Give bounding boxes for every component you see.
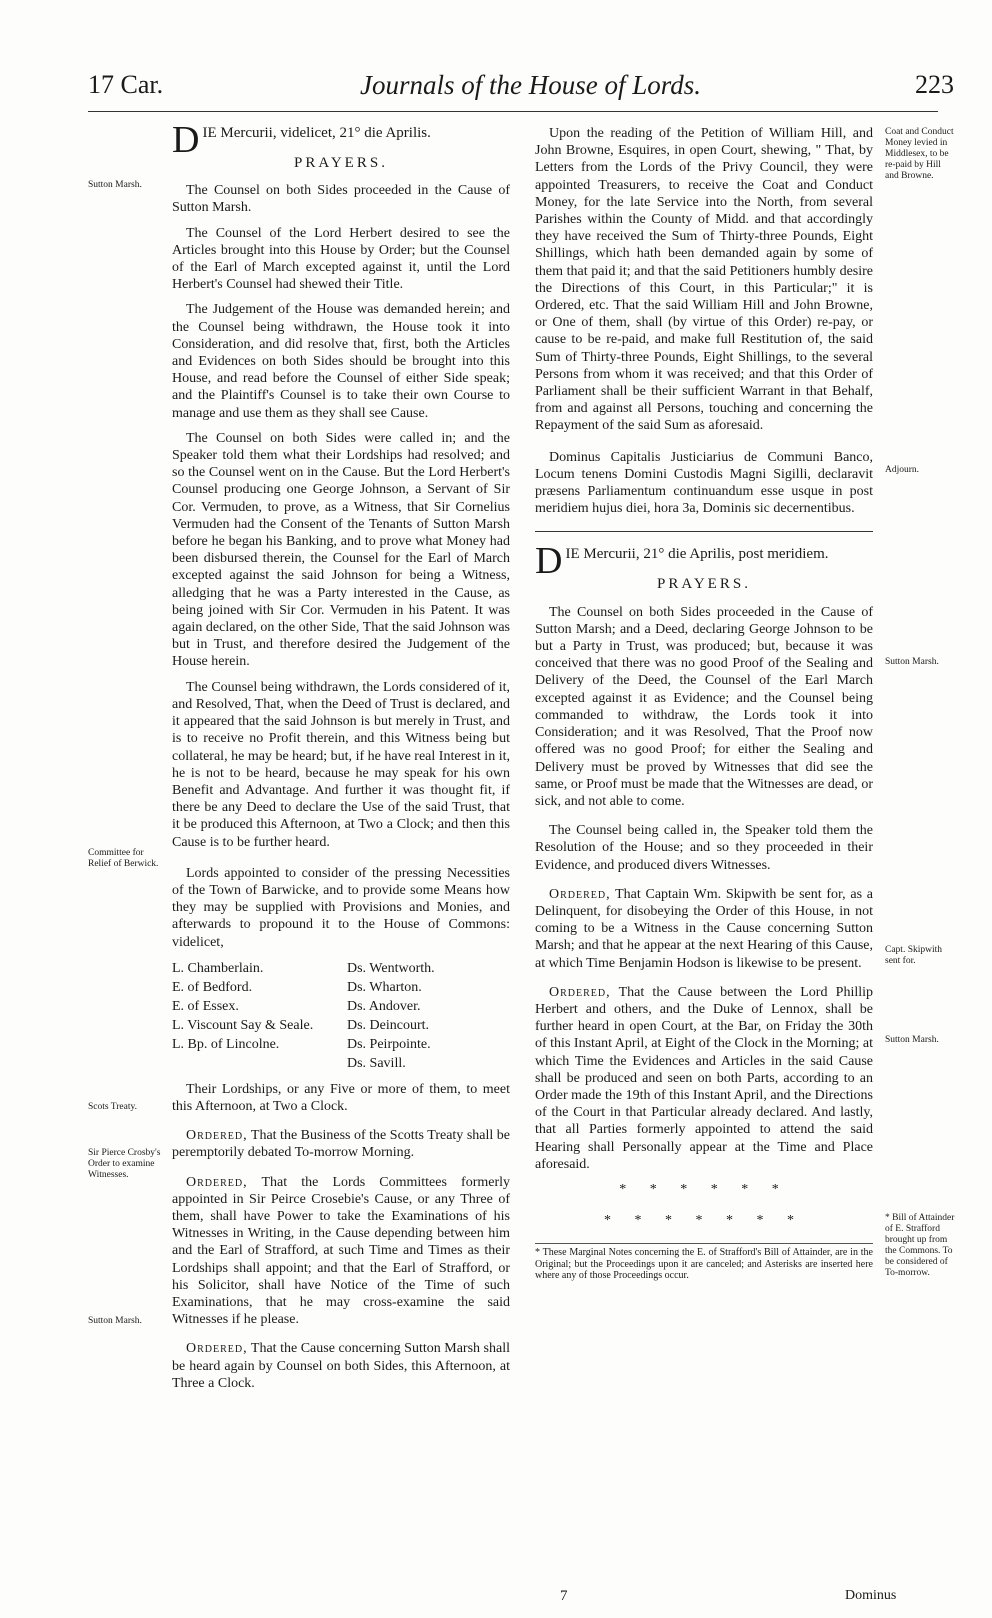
order-text: That the Lords Committees formerly appointed in Sir Peirce Crosebie's Cause, or any Three of them, shall have Power to take the Examinations of his Witnesses in Writing, in the Cause depending between him and the Earl of Strafford, at such Time and Times as their Lordships shall appoint; and that the Earl of Strafford, or his Solicitor, shall have Notice of the Time of such Examinations, that he may cross-examine the said Witnesses if he please. bbox=[172, 1174, 511, 1328]
paragraph: The Judgement of the House was demanded herein; and the Counsel being withdrawn, the House took it into Consideration, and did resolve that, first, both the Articles and Evidences on both Sides should be brought into this House, and read before the Counsel of either Side speak; and the Plaintiff's Counsel is to take their own Course to manage and use them as they shall see Cause. bbox=[172, 302, 510, 421]
lord-entry: L. Bp. of Lincolne. bbox=[172, 1036, 280, 1052]
order-text: That the Business of the Scotts Treaty shall be peremptorily debated To-morrow Morning. bbox=[172, 1128, 510, 1161]
margin-note-crosby: Sir Pierce Crosby's Order to examine Witnesses. bbox=[88, 1148, 161, 1180]
paragraph: Upon the reading of the Petition of William Hill, and John Browne, Esquires, in open Court, shewing, " That, by Letters from the Lords of the Privy Council, they were appointed Treasurers, to receive the Coat and Conduct Money, for the late Service into the North, from several Parishes within the County of Midd. and that accordingly they have received the Sum of Thirty-three Pounds, Eight Shillings, which hath been demanded again by some of them that paid it; and that the said Petitioners humbly desire the Directions of this Court, in this Particular;" it is Ordered, etc. That the said William Hill and John Browne, or One of them, shall (by virtue of this Order) re-pay, or cause to be re-paid, and make full Restitution of, the said Sum of Thirty-three Pounds, Eight Shillings, to the several Persons from whom it was received; and that this Order of Parliament shall be their sufficient Warrant in that Behalf, from and against all Persons, touching and concerning the Repayment of the said Sum as aforesaid. bbox=[535, 126, 873, 434]
margin-note-sutton-marsh-r2: Sutton Marsh. bbox=[885, 1035, 939, 1045]
section-rule bbox=[535, 531, 873, 532]
paragraph: Dominus Capitalis Justiciarius de Communi Banco, Locum tenens Domini Custodis Magni Sigilli, declaravit præsens Parliamentum continuandum esse usque in post meridiem hujus diei, hora 3a, Dominis sic decernentibus. bbox=[535, 449, 873, 517]
lord-entry: Ds. Wharton. bbox=[347, 979, 422, 995]
lord-entry: L. Viscount Say & Seale. bbox=[172, 1017, 314, 1033]
paragraph: The Counsel on both Sides were called in; and the Speaker told them what their Lordships had resolved; and so the Counsel went on in the Cause. But the Lord Herbert's Counsel producing one George Johnson, a Servant of Sir Cor. Vermuden, to prove, as a Witness, that Sir Cornelius Vermuden had the Consent of the Tenants of Sutton Marsh before he began his Banking, and to prove what Money had been disbursed therein, the Counsel for the Earl of March excepted against the said Johnson for being a Witness, alledging that he was a Party interested in the Cause, as being joined with Sir Cor. Vermuden in his Patent. It was again declared, on the other Side, That the said Johnson was but in Trust, and therefore desired the Judgement of the House herein. bbox=[172, 430, 510, 670]
order-paragraph bbox=[172, 1340, 510, 1392]
signature-mark: 7 bbox=[560, 1588, 568, 1604]
lord-entry: E. of Bedford. bbox=[172, 979, 253, 995]
page-header bbox=[0, 70, 992, 110]
lord-entry: Ds. Peirpointe. bbox=[347, 1036, 431, 1052]
lord-entry: Ds. Wentworth. bbox=[347, 960, 435, 976]
date-heading bbox=[172, 119, 510, 161]
paragraph: The Counsel being withdrawn, the Lords considered of it, and Resolved, That, when the Deed of Trust is declared, and it appeared that the said Johnson is but merely in Trust, and is to receive no Profit therein, and this Witness being but collateral, he may be heard; but, if he have real Interest in it, he is not to be heard, because he may speak for his own Benefit and Advantage. And further it was thought fit, if there be any Deed to declare the Use of the said Trust, that it be produced this Afternoon, at Two a Clock; and then this Cause is to be further heard. bbox=[172, 679, 510, 850]
catchword: Dominus bbox=[845, 1588, 897, 1603]
ordered-lead: Ordered, bbox=[186, 1174, 248, 1190]
committee-list bbox=[172, 959, 510, 1073]
page-number: 223 bbox=[915, 70, 954, 99]
margin-note-skipwith: Capt. Skipwith sent for. bbox=[885, 945, 943, 966]
asterisk-row: * * * * * * bbox=[619, 1181, 789, 1197]
header-title: Journals of the House of Lords. bbox=[360, 70, 702, 100]
prayers-heading: PRAYERS. bbox=[657, 576, 751, 593]
footnote: * These Marginal Notes concerning the E. of Strafford's Bill of Attainder, are in the Original; but the Proceedings upon it are canceled; and Asterisks are inserted here where any of those Proceedings occur. bbox=[535, 1243, 873, 1282]
date-text: IE Mercurii, videlicet, 21° die Aprilis. bbox=[202, 125, 431, 141]
header-rule bbox=[88, 111, 938, 112]
lord-entry: Ds. Savill. bbox=[347, 1055, 406, 1071]
drop-cap: D bbox=[172, 119, 200, 161]
left-column bbox=[172, 119, 511, 1400]
date-heading bbox=[535, 540, 873, 583]
paragraph: The Counsel on both Sides proceeded in the Cause of Sutton Marsh; and a Deed, declaring George Johnson to be but a Party in Trust, was produced; but, because it was conceived that there was no good Proof of the Sealing and Delivery of the Deed, the Counsel of the Earl March excepted against it as Evidence; and the Counsel being commanded to withdraw, the Lords took it into Consideration; and it was Resolved, That the Proof now offered was no good Proof; for either the Sealing and Delivery must be proved by Witnesses that did see the same, or Proof must be made that the Witnesses are dead, or sick, and not able to come. bbox=[535, 604, 873, 809]
paragraph: Their Lordships, or any Five or more of them, to meet this Afternoon, at Two a Clock. bbox=[172, 1081, 510, 1114]
paragraph: The Counsel on both Sides proceeded in the Cause of Sutton Marsh. bbox=[172, 183, 510, 216]
prayers-heading: PRAYERS. bbox=[294, 155, 388, 171]
order-paragraph bbox=[535, 984, 873, 1173]
committee-list-right bbox=[347, 959, 435, 1073]
order-text: That Captain Wm. Skipwith be sent for, as a Delinquent, for disobeying the Order of this House, in not coming to be a Witness in the Cause concerning Sutton Marsh; and that he appear at the next Hearing of this Cause, at which Time Benjamin Hodson is likewise to be present. bbox=[535, 886, 873, 971]
paragraph: Lords appointed to consider of the pressing Necessities of the Town of Barwicke, and to provide some Means how they may be supplied with Provisions and Monies, and afterwards to propound it to the House of Commons: videlicet, bbox=[172, 865, 510, 950]
margin-note-sutton-marsh-r: Sutton Marsh. bbox=[885, 657, 939, 667]
margin-note-scots-treaty: Scots Treaty. bbox=[88, 1102, 138, 1112]
ordered-lead: Ordered, bbox=[186, 1128, 248, 1144]
margin-note-adjourn: Adjourn. bbox=[885, 465, 920, 475]
drop-cap: D bbox=[535, 540, 563, 583]
lord-entry: E. of Essex. bbox=[172, 998, 239, 1014]
right-column bbox=[535, 125, 873, 1282]
ordered-lead: Ordered, bbox=[549, 984, 611, 1000]
asterisk-row: * * * * * * * bbox=[604, 1213, 804, 1229]
paragraph: The Counsel being called in, the Speaker told them the Resolution of the House; and so they proceeded in their Evidence, and produced divers Witnesses. bbox=[535, 823, 873, 873]
lord-entry: L. Chamberlain. bbox=[172, 960, 264, 976]
lord-entry: Ds. Deincourt. bbox=[347, 1017, 430, 1033]
margin-note-strafford-bill: * Bill of Attainder of E. Strafford brought up from the Commons. To be considered of To-morrow. bbox=[885, 1213, 955, 1278]
date-text: IE Mercurii, 21° die Aprilis, post meridiem. bbox=[565, 546, 829, 563]
committee-list-left bbox=[172, 959, 347, 1073]
ordered-lead: Ordered, bbox=[186, 1341, 248, 1357]
header-regnal-year: 17 Car. bbox=[88, 70, 164, 99]
order-text: That the Cause concerning Sutton Marsh shall be heard again by Counsel on both Sides, this Afternoon, at Three a Clock. bbox=[172, 1341, 510, 1391]
order-paragraph bbox=[172, 1127, 510, 1161]
order-paragraph bbox=[172, 1174, 510, 1329]
order-text: That the Cause between the Lord Phillip Herbert and others, and the Duke of Lennox, shall be further heard in open Court, at the Bar, on Friday the 30th of this Instant April, at Eight of the Clock in the Morning; at which Time the Evidences and Articles in the said Cause shall be produced and seen on both Parts, according to an Order made the 19th of this Instant April, and the Directions of the Court in that Particular already declared. And lastly, that all Parties formerly appointed to attend the said Hearing shall Personally appear at the Time and Place aforesaid. bbox=[535, 984, 874, 1172]
margin-note-sutton-marsh-2: Sutton Marsh. bbox=[88, 1316, 142, 1326]
margin-note-coat-conduct: Coat and Conduct Money levied in Middlesex, to be re-paid by Hill and Browne. bbox=[885, 127, 954, 181]
margin-note-berwick: Committee for Relief of Berwick. bbox=[88, 848, 159, 869]
order-paragraph bbox=[535, 886, 873, 972]
ordered-lead: Ordered, bbox=[549, 886, 611, 902]
paragraph: The Counsel of the Lord Herbert desired to see the Articles brought into this House by Order; but the Counsel of the Earl of March excepted against it, until the Lord Herbert's Counsel had shewed their Title. bbox=[172, 225, 510, 293]
lord-entry: Ds. Andover. bbox=[347, 998, 421, 1014]
margin-note-sutton-marsh: Sutton Marsh. bbox=[88, 180, 142, 190]
